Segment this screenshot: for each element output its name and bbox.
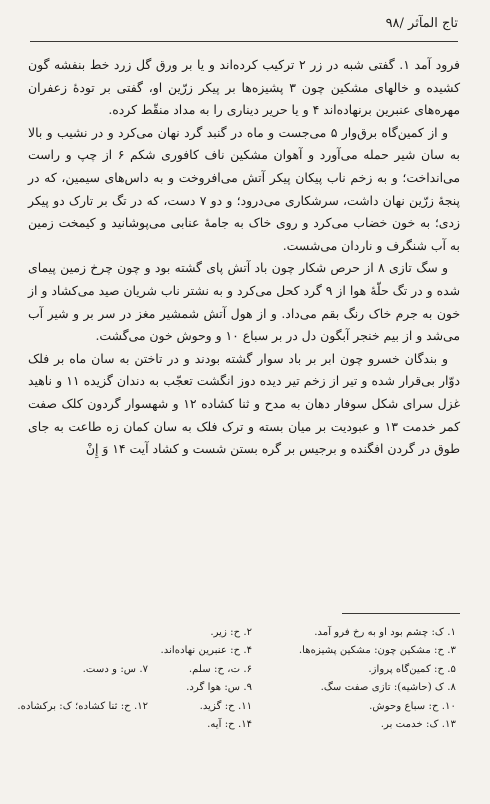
footnote-row [40, 679, 456, 697]
paragraph: و بندگان خسرو چون ابر بر باد سوار گشته بودند و در تاختن به سان ماه بر فلک دوّار بی‌قرار شده و تیر از زخم تیر دیده دوز انگشت تعجّب به دندان گزیده ۱۱ و ناهید غزل سرای شکل سوفار دهان به مدح و ثنا کشاده ۱۲ و شهسوار گردون کلک صفت کمر خدمت ۱۳ و عبودیت بر میان بسته و ترک فلک به سان کمان زه طاعت به جای طوق در گردن افگنده و برجیس بر گره بستن شست و کشاد آیت ۱۴ وَ إِنْ [28, 350, 460, 457]
header-title: تاج المآثر /۹۸ [385, 16, 458, 31]
footnote: ۱۴. ح: آیه. [207, 718, 253, 730]
paragraph: و سگ تازی ۸ از حرص شکار چون باد آتش پای گشته بود و چون چرخ زمین پیمای شده و در تگ حلّهٔ هوا از ۹ گرد کحل می‌کرد و به نشتر ناب شریان صید می‌کشاد و از خون به جرم خاک رنگ بقم می‌داد. و از هول آتش شمشیر مغز در سر بر و شیر آب می‌شد و از بیم خنجر آبگون دل در بر سباع ۱۰ و وحوش خون می‌گشت. [28, 260, 461, 344]
running-header [30, 14, 458, 36]
footnote [40, 642, 148, 660]
footnote: ۲. ح: زیر. [210, 627, 253, 638]
main-text [28, 54, 460, 461]
footnote: ۵. ح: کمین‌گاه پرواز. [368, 663, 456, 675]
footnote-row [40, 716, 456, 734]
footnote [40, 716, 148, 734]
footnote-rule [342, 613, 460, 614]
footnote: ۴. ح: عنبرین نهاده‌اند. [160, 645, 253, 657]
footnote: ۷. س: و دست. [82, 663, 149, 675]
footnote-row [40, 624, 456, 642]
footnote: ۱۰. ح: سباع وحوش. [369, 700, 456, 712]
footnote: ۶. ت، ح: سلم. [188, 663, 253, 675]
footnote-row [40, 642, 456, 660]
footnote: ۸. ک (حاشیه): تازی صفت سگ. [320, 682, 456, 694]
paragraph: و از کمین‌گاه برق‌وار ۵ می‌جست و ماه در گنبد گرد نهان می‌کرد و در نشیب و بالا به سان شیر حمله می‌آورد و آهوان مشکین ناف کافوری شکم ۶ از چپ و راست می‌انداخت؛ و به زخم ناب پیکان پیکر آتش می‌افروخت و به داس‌های سیمین، که در پنجهٔ زرّین نهان داشت، سرشکاری می‌درود؛ و دو ۷ دست، که در تگ بر تارک دو پیکر زدی؛ به خون خضاب می‌کرد و روی خاک به جامهٔ عنابی می‌پوشانید و کیمخت زمین به آب شنگرف و ناردان می‌شست. [28, 124, 461, 253]
footnote [40, 679, 148, 697]
header-rule [30, 41, 458, 42]
footnote: ۱۳. ک: خدمت بر. [380, 718, 456, 730]
footnote-row [17, 698, 456, 716]
paragraph: فرود آمد ۱. گفتی شبه در زر ۲ ترکیب کرده‌اند و یا بر ورق گل زرد خط بنفشه گون کشیده و خالهای مشکین چون ۳ پشیزه‌ها بر پیکر زرّین او، گفتی بر تودهٔ زعفران مهره‌های عنبرین برنهاده‌اند ۴ و یا حریر دیناری را به مداد منقّط کرده. [28, 57, 460, 118]
footnote: ۱۱. ح: گزید. [199, 700, 253, 712]
footnote: ۱. ک: چشم بود او به رخ فرو آمد. [314, 627, 456, 638]
footnotes [17, 624, 456, 734]
footnote: ۹. س: هوا گرد. [186, 682, 253, 694]
footnote [40, 624, 148, 642]
footnote: ۱۲. ح: ثنا کشاده؛ ک: برکشاده. [17, 700, 149, 712]
footnote-row [40, 661, 456, 679]
footnote: ۳. ح: مشکین چون: مشکین پشیزه‌ها. [298, 645, 456, 657]
